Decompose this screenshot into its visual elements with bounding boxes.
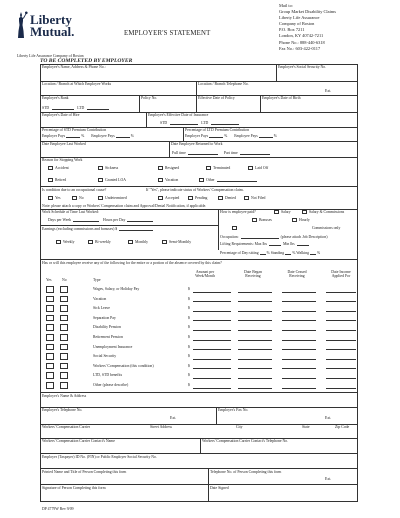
income-dollar-sign: $ (188, 335, 190, 339)
freq-biweekly[interactable]: Bi-weekly (88, 240, 111, 244)
hire-date-label: Employee's Date of Hire (42, 113, 80, 117)
income-ceased-field[interactable] (282, 359, 316, 360)
income-ceased-field[interactable] (282, 378, 316, 379)
income-question: Has or will this employee receive any of the following for the entire or a portion of the absence covered by this claim? (42, 261, 222, 265)
employers-phone-label: Employer's Telephone No. (42, 408, 83, 412)
state-label: State (302, 425, 310, 429)
pay-hourly[interactable]: Hourly (292, 218, 310, 222)
mail-line-2: Liberty Life Assurance (279, 15, 320, 21)
income-yes-checkbox[interactable] (46, 296, 54, 303)
col-date-ceased: Date Ceased Receiving (287, 270, 307, 279)
income-dollar-sign: $ (188, 296, 190, 301)
income-yes-checkbox[interactable] (46, 324, 54, 331)
pct-sign: % (81, 134, 85, 138)
std-pays-row (42, 134, 134, 138)
income-type-label: Sick Leave (93, 306, 110, 311)
ins-std: STD (160, 121, 168, 125)
income-began-field[interactable] (238, 320, 272, 321)
income-type-label: Workers' Compensation (this condition) (93, 363, 154, 368)
fulltime-parttime (172, 151, 270, 155)
mail-line-0: Mail to: (279, 3, 294, 8)
income-began-field[interactable] (238, 349, 272, 350)
col-date-applied: Date Income Applied For (331, 270, 351, 279)
income-yes-checkbox[interactable] (46, 334, 54, 341)
income-yes-checkbox[interactable] (46, 344, 54, 351)
income-dollar-sign: $ (188, 344, 190, 349)
income-no-checkbox[interactable] (60, 305, 68, 312)
hours-per-day-label: Hours per Day (103, 218, 126, 222)
income-no-checkbox[interactable] (60, 382, 68, 389)
wc-contact-label: Workers' Compensation Carrier Contact's Name (42, 439, 115, 443)
employees-name-label: Employee's Name, Address & Phone No.: (42, 65, 106, 69)
income-dollar-sign: $ (188, 363, 190, 368)
std-employer-pays: Employer Pays (42, 134, 66, 138)
income-type-label: Retirement Pension (93, 335, 123, 339)
wc-pending[interactable]: Pending (188, 196, 207, 200)
income-no-checkbox[interactable] (60, 353, 68, 360)
page-title: EMPLOYER'S STATEMENT (124, 30, 211, 37)
date-signed-label: Date Signed (210, 486, 229, 490)
income-amount-field[interactable] (193, 311, 231, 312)
reason-granted-loa[interactable]: Granted LOA (98, 178, 126, 182)
income-dollar-sign: $ (188, 354, 190, 359)
telephone-person-ext: Ext. (325, 477, 332, 481)
mail-line-6: Phone No.: 888-440-6318 (279, 39, 325, 45)
income-amount-field[interactable] (193, 388, 231, 389)
income-applied-field[interactable] (326, 359, 356, 360)
insurance-std-ltd (160, 121, 239, 125)
form-number: DP 4779W Rev 9/09 (42, 507, 74, 511)
lifting-row: Lifting Requirements: Max lbs Min lbs (220, 242, 309, 246)
income-dollar-sign: $ (188, 315, 190, 320)
brand-line1: Liberty (30, 12, 72, 27)
if-yes-note: If "Yes", please indicate status of Workers' Compensation claim. (146, 188, 244, 192)
wc-contact-phone-label: Workers' Compensation Carrier Contact's Telephone No. (202, 439, 289, 443)
income-amount-field[interactable] (193, 301, 231, 302)
reason-other[interactable]: Other (199, 178, 257, 182)
income-began-field[interactable] (238, 340, 272, 341)
income-ceased-field[interactable] (282, 311, 316, 312)
ltd-employer-pays: Employer Pays (185, 134, 209, 138)
employers-fax-label: Employer's Fax No. (218, 408, 249, 412)
printed-name-label: Printed Name and Title of Person Completing this form (42, 470, 127, 474)
pct-sign: % (130, 134, 134, 138)
pct-ltd-label: Percentage of LTD Premium Contribution (185, 128, 249, 132)
income-dollar-sign: $ (188, 325, 190, 330)
signature-label: Signature of Person Completing this form (42, 486, 106, 490)
occupational-no[interactable]: No (72, 196, 84, 200)
logo (14, 11, 84, 41)
policy-no-label: Policy No. (141, 96, 158, 100)
income-began-field[interactable] (238, 292, 272, 293)
reason-retired[interactable]: Retired (48, 178, 66, 182)
income-no-checkbox[interactable] (60, 324, 68, 331)
employers-fax-ext: Ext. (325, 416, 332, 420)
rank-std-label (42, 106, 109, 110)
freq-monthly[interactable]: Monthly (128, 240, 148, 244)
telephone-person-label: Telephone No. of Person Completing this form (210, 470, 282, 474)
location-ext-label: Ext. (325, 89, 332, 93)
days-per-week-label: Days per Week (48, 218, 72, 222)
income-amount-field[interactable] (193, 378, 231, 379)
income-dollar-sign: $ (188, 373, 190, 378)
mail-line-3: Company of Boston (279, 21, 315, 27)
statue-icon (14, 11, 28, 39)
pct-sign: % (224, 134, 228, 138)
reason-laid-off[interactable]: Laid Off (248, 166, 268, 170)
wc-not-filed[interactable]: Not Filed (244, 196, 265, 200)
income-yes-checkbox[interactable] (46, 353, 54, 360)
income-ceased-field[interactable] (282, 330, 316, 331)
income-amount-field[interactable] (193, 349, 231, 350)
freq-semimonthly[interactable]: Semi-Monthly (162, 240, 191, 244)
pay-salary-commissions[interactable]: Salary & Commissions (302, 210, 344, 214)
col-amount: Amount per Week/Month (195, 270, 215, 279)
income-applied-field[interactable] (326, 320, 356, 321)
income-amount-field[interactable] (193, 320, 231, 321)
income-ceased-field[interactable] (282, 368, 316, 369)
income-yes-checkbox[interactable] (46, 315, 54, 322)
income-yes-checkbox[interactable] (46, 363, 54, 370)
income-ceased-field[interactable] (282, 292, 316, 293)
income-yes-checkbox[interactable] (46, 382, 54, 389)
work-schedule-label: Work Schedule at Time Last Worked: (42, 210, 100, 214)
income-applied-field[interactable] (326, 330, 356, 331)
rank-label: Employee's Rank (42, 96, 69, 100)
income-applied-field[interactable] (326, 349, 356, 350)
how-paid-label: How is employee paid? (220, 210, 256, 214)
rank-std: STD (42, 106, 50, 110)
income-began-field[interactable] (238, 359, 272, 360)
income-ceased-field[interactable] (282, 340, 316, 341)
attach-note: Note: please attach a copy or Workers' Compensation claim and Approval/Denial Notification, if applicable. (42, 204, 207, 208)
income-began-field[interactable] (238, 311, 272, 312)
ltd-employee-pays: Employee Pays (234, 134, 258, 138)
earnings-label: Earnings (excluding commissions and bonuses) $ (42, 227, 153, 231)
income-yes-checkbox[interactable] (46, 372, 54, 379)
day-pct-row: Percentage of Day:sitting % Standing % Walking % (220, 251, 321, 255)
occupation-row: Occupation: (please attach Job Description) (220, 235, 328, 239)
income-ceased-field[interactable] (282, 320, 316, 321)
income-type-label: Disability Pension (93, 325, 121, 330)
income-applied-field[interactable] (326, 388, 356, 389)
freq-weekly[interactable]: Weekly (56, 240, 75, 244)
pct-sign: % (273, 134, 277, 138)
reason-vacation[interactable]: Vacation (158, 178, 178, 182)
income-applied-field[interactable] (326, 340, 356, 341)
income-type-label: Vacation (93, 296, 107, 301)
income-no-checkbox[interactable] (60, 363, 68, 370)
income-no-checkbox[interactable] (60, 315, 68, 322)
wc-accepted[interactable]: Accepted (158, 196, 179, 200)
income-applied-field[interactable] (326, 292, 356, 293)
tax-id-label: Employer (Taxpayer) ID No. (FIN) or Public Employer Social Security No. (42, 455, 157, 459)
income-began-field[interactable] (238, 388, 272, 389)
income-type-label: Unemployment Insurance (93, 344, 133, 349)
mail-line-1: Group Market Disability Claims (279, 9, 336, 15)
occupational-yes[interactable]: Yes (48, 196, 61, 200)
to-be-completed-heading: TO BE COMPLETED BY EMPLOYER (40, 58, 133, 64)
zip-label: Zip Code (335, 425, 350, 429)
mail-to-block (279, 3, 397, 52)
brand-line2: Mutual. (30, 24, 75, 39)
reason-accident[interactable]: Accident (48, 166, 69, 170)
income-amount-field[interactable] (193, 368, 231, 369)
location-phone-label: Location / Branch Telephone No. (198, 82, 249, 86)
returned-label: Date Employee Returned to Work (171, 142, 223, 146)
reason-resigned[interactable]: Resigned (158, 166, 179, 170)
income-no-checkbox[interactable] (60, 286, 68, 293)
income-dollar-sign: $ (188, 287, 190, 291)
pay-salary[interactable]: Salary (274, 210, 291, 214)
ssn-label: Employee's Social Security No. (278, 65, 327, 69)
income-ceased-field[interactable] (282, 349, 316, 350)
wc-denied[interactable]: Denied (218, 196, 236, 200)
mail-line-7: Fax No.: 603-422-0117 (279, 45, 321, 51)
commissions-only-label: Commissions only (312, 226, 341, 230)
days-hours-row (48, 218, 153, 222)
reason-title: Reason for Stopping Work (42, 158, 83, 162)
last-worked-label: Date Employee Last Worked (42, 142, 86, 146)
employers-name-label: Employer's Name & Address (42, 394, 87, 398)
effective-date-label: Effective Date of Policy (198, 96, 235, 100)
pay-commissions-only[interactable] (232, 226, 239, 230)
income-no-checkbox[interactable] (60, 334, 68, 341)
income-ceased-field[interactable] (282, 301, 316, 302)
std-employee-pays: Employee Pays (91, 134, 115, 138)
location-label: Location / Branch at Which Employee Works (42, 82, 112, 86)
part-time-label: Part time (223, 151, 238, 155)
income-began-field[interactable] (238, 301, 272, 302)
income-type-label: Other (please describe) (93, 383, 129, 387)
occupational-undetermined[interactable]: Undetermined (98, 196, 127, 200)
income-type-label: Wages, Salary, or Holiday Pay (93, 287, 140, 291)
income-type-label: Separation Pay (93, 315, 116, 320)
effective-insurance-label: Employee's Effective Date of Insurance (148, 113, 209, 117)
rank-ltd: LTD (77, 106, 85, 110)
income-began-field[interactable] (238, 330, 272, 331)
income-applied-field[interactable] (326, 301, 356, 302)
reason-terminated[interactable]: Terminated (206, 166, 230, 170)
income-applied-field[interactable] (326, 378, 356, 379)
street-label: Street Address (150, 425, 173, 429)
income-amount-field[interactable] (193, 330, 231, 331)
occupational-question: Is condition due to an occupational cause? (42, 188, 107, 192)
income-amount-field[interactable] (193, 292, 231, 293)
income-began-field[interactable] (238, 368, 272, 369)
reason-sickness[interactable]: Sickness (98, 166, 118, 170)
wc-carrier-label: Workers' Compensation Carrier (42, 425, 91, 429)
dob-label: Employee's Date of Birth (262, 96, 301, 100)
col-no: No (62, 278, 67, 282)
pay-bonuses[interactable]: Bonuses (252, 218, 272, 222)
company-name: Liberty Life Assurance Company of Boston (17, 54, 84, 58)
pct-std-label: Percentage of STD Premium Contribution (42, 128, 107, 132)
income-no-checkbox[interactable] (60, 296, 68, 303)
income-applied-field[interactable] (326, 311, 356, 312)
ltd-pays-row (185, 134, 277, 138)
col-date-began: Date Began Receiving (244, 270, 262, 279)
ins-ltd: LTD (201, 121, 209, 125)
col-yes: Yes (46, 278, 52, 282)
income-type-label: LTD, STD benefits (93, 373, 123, 378)
income-no-checkbox[interactable] (60, 344, 68, 351)
income-no-checkbox[interactable] (60, 372, 68, 379)
mail-line-5: London, KY 40742-7211 (279, 33, 324, 39)
income-applied-field[interactable] (326, 368, 356, 369)
col-type: Type (93, 278, 101, 282)
income-began-field[interactable] (238, 378, 272, 379)
income-ceased-field[interactable] (282, 388, 316, 389)
income-yes-checkbox[interactable] (46, 305, 54, 312)
income-dollar-sign: $ (188, 383, 190, 387)
income-type-label: Social Security (93, 354, 117, 359)
income-dollar-sign: $ (188, 306, 190, 311)
income-amount-field[interactable] (193, 359, 231, 360)
employers-phone-ext: Ext. (170, 416, 177, 420)
full-time-label: Full time (172, 151, 186, 155)
income-yes-checkbox[interactable] (46, 286, 54, 293)
city-label: City (236, 425, 243, 429)
income-amount-field[interactable] (193, 340, 231, 341)
mail-line-4: P.O. Box 7211 (279, 27, 305, 33)
